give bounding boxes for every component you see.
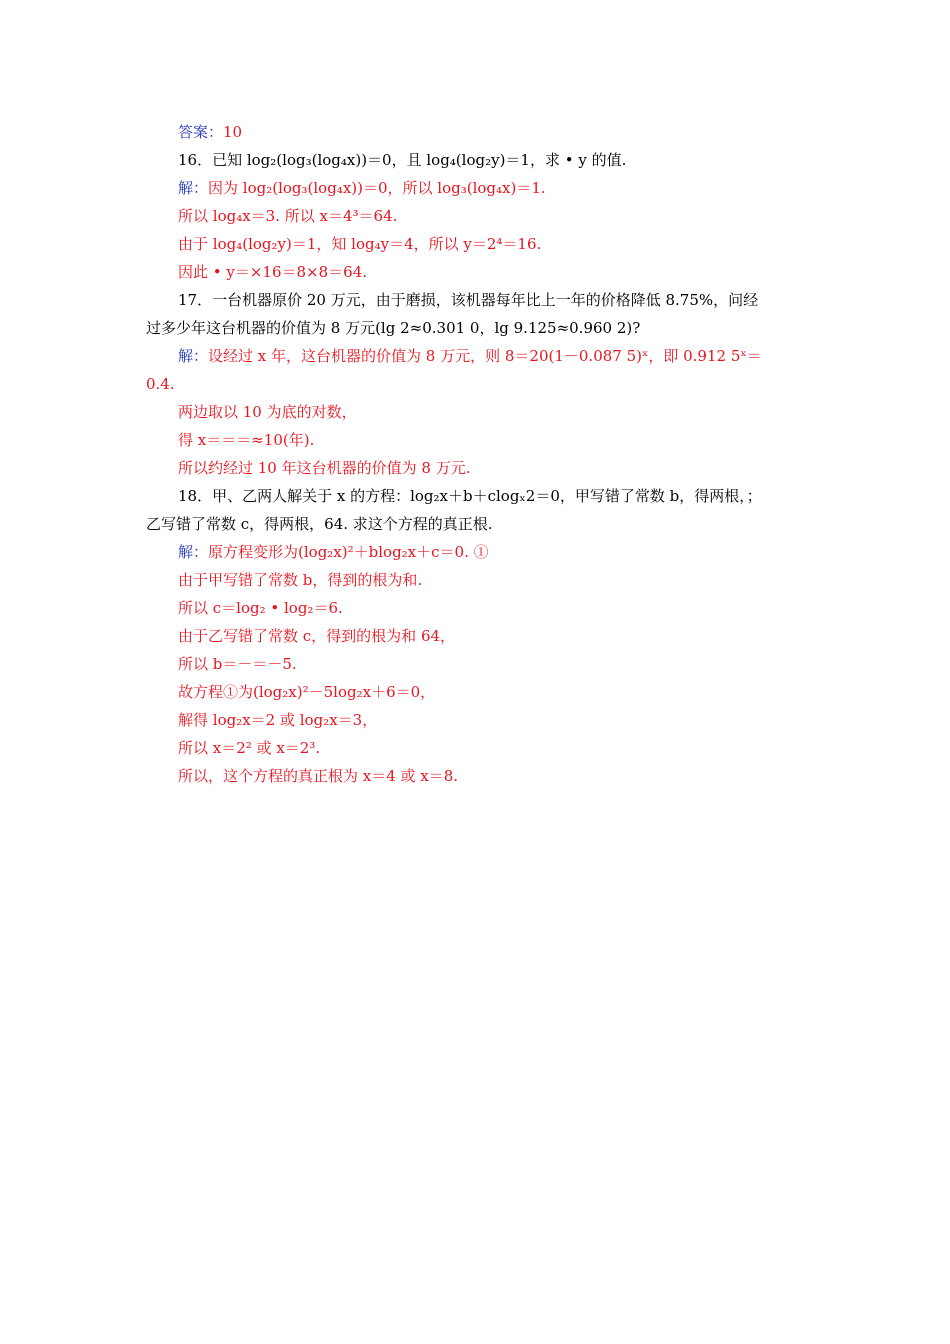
q16-solution-line-4: 因此 • y＝×16＝8×8＝64.: [178, 263, 368, 281]
q17-solution-label: 解：: [178, 347, 209, 365]
q17-solution-line-2: 0.4.: [146, 375, 175, 393]
q16-solution-line-1: [178, 178, 546, 198]
q18-solution-line-4: 由于乙写错了常数 c，得到的根为和 64，: [178, 627, 456, 645]
q18-solution-line-9: 所以，这个方程的真正根为 x＝4 或 x＝8.: [178, 767, 459, 785]
q16-solution-line-2: 所以 log₄x＝3. 所以 x＝4³＝64.: [178, 207, 398, 225]
q18-solution-line-1: [178, 542, 489, 562]
q18-solution-line-2: 由于甲写错了常数 b，得到的根为和.: [178, 571, 423, 589]
q18-solution-label: 解：: [178, 543, 209, 561]
q18-solution-line-6: 故方程①为(log₂x)²－5log₂x＋6＝0，: [178, 683, 436, 701]
q18-solution-line-5: 所以 b＝－＝－5.: [178, 655, 297, 673]
question-17-line-1: 17．一台机器原价 20 万元，由于磨损，该机器每年比上一年的价格降低 8.75%，问经: [178, 291, 759, 309]
q17-solution-line-4: 得 x＝＝＝≈10(年).: [178, 431, 315, 449]
q17-solution-line-5: 所以约经过 10 年这台机器的价值为 8 万元.: [178, 459, 471, 477]
q18-solution-line-7: 解得 log₂x＝2 或 log₂x＝3，: [178, 711, 378, 729]
q16-solution-label: 解：: [178, 179, 209, 197]
question-18-line-1: 18．甲、乙两人解关于 x 的方程：log₂x＋b＋clogₓ2＝0，甲写错了常数 b，得两根，；: [178, 487, 762, 505]
q18-solution-text: 原方程变形为(log₂x)²＋blog₂x＋c＝0. ①: [208, 543, 489, 561]
q17-solution-line-1: [178, 346, 762, 366]
q17-solution-line-3: 两边取以 10 为底的对数，: [178, 403, 357, 421]
question-16: 16．已知 log₂(log₃(log₄x))＝0，且 log₄(log₂y)＝1，求 • y 的值.: [178, 151, 627, 169]
answer-label: 答案：: [178, 123, 224, 141]
answer-line: [178, 122, 242, 142]
question-18-line-2: 乙写错了常数 c，得两根，64. 求这个方程的真正根.: [146, 515, 493, 533]
q18-solution-line-3: 所以 c＝log₂ • log₂＝6.: [178, 599, 343, 617]
q17-solution-text: 设经过 x 年，这台机器的价值为 8 万元，则 8＝20(1－0.087 5)ˣ，即 0.912 5ˣ＝: [208, 347, 762, 365]
q18-solution-line-8: 所以 x＝2² 或 x＝2³.: [178, 739, 321, 757]
q16-solution-line-3: 由于 log₄(log₂y)＝1，知 log₄y＝4，所以 y＝2⁴＝16.: [178, 235, 542, 253]
q16-solution-text: 因为 log₂(log₃(log₄x))＝0，所以 log₃(log₄x)＝1.: [208, 179, 546, 197]
question-17-line-2: 过多少年这台机器的价值为 8 万元(lg 2≈0.301 0，lg 9.125≈0.960 2)?: [146, 319, 641, 337]
answer-value: 10: [223, 123, 243, 141]
